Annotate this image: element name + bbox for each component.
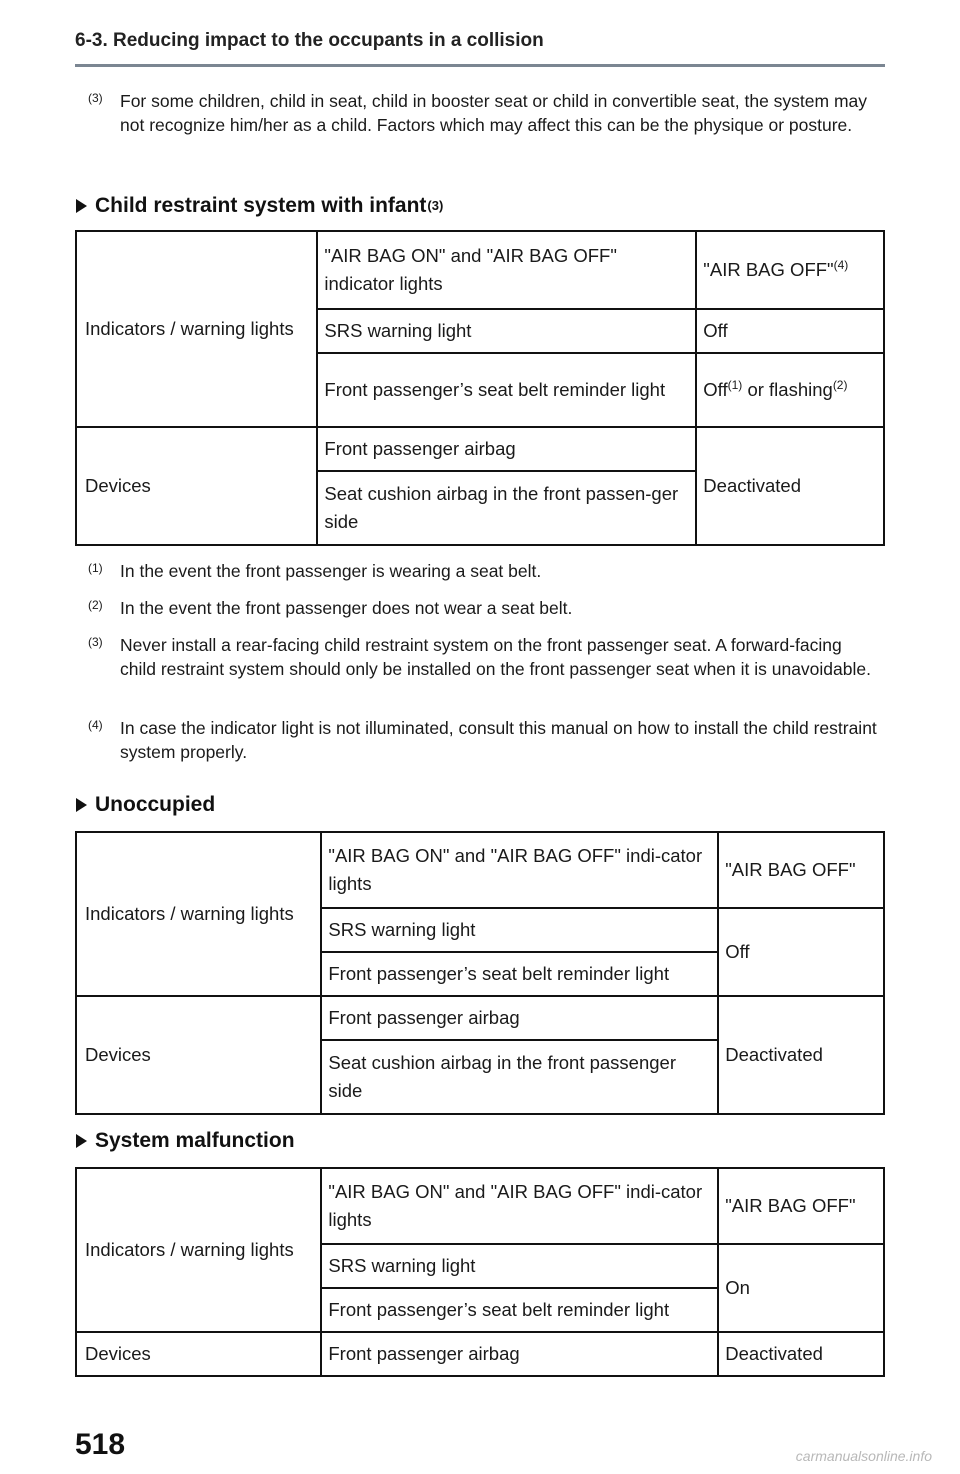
indicator-lights-value: "AIR BAG OFF" — [718, 1168, 884, 1244]
note-number: (3) — [88, 91, 103, 105]
footnote — [88, 596, 878, 620]
footnote-text: In case the indicator light is not illuminated, consult this manual on how to install the child restraint system properly. — [120, 718, 877, 762]
indicators-label: Indicators / warning lights — [76, 231, 317, 427]
section-title-text: Unoccupied — [95, 793, 216, 816]
srs-belt-value: Off — [718, 908, 884, 996]
footnote-text: In the event the front passenger does not wear a seat belt. — [120, 598, 573, 618]
footnote-number: (3) — [88, 635, 103, 649]
srs-belt-value: On — [718, 1244, 884, 1332]
indicator-lights-label: "AIR BAG ON" and "AIR BAG OFF" indi-cator lights — [321, 832, 718, 908]
note-text: For some children, child in seat, child in booster seat or child in convertible seat, the system may not recognize him/her as a child. Factors which may affect this can be the physique or posture. — [120, 91, 868, 135]
devices-label: Devices — [76, 1332, 321, 1376]
cushion-label: Seat cushion airbag in the front passenger side — [321, 1040, 718, 1114]
cushion-label: Seat cushion airbag in the front passen-ger side — [317, 471, 696, 545]
footnote-number: (2) — [88, 598, 103, 612]
footnote — [88, 716, 878, 764]
belt-value-flashing: or flashing — [742, 379, 833, 400]
devices-value: Deactivated — [718, 996, 884, 1114]
section-title-text: Child restraint system with infant — [95, 194, 427, 217]
footnote-text: Never install a rear-facing child restraint system on the front passenger seat. A forward-facing child restraint system should only be installed on the front passenger seat when it is unavoidable. — [120, 635, 871, 679]
indicators-label: Indicators / warning lights — [76, 832, 321, 996]
section-title-unoccupied — [76, 793, 215, 817]
header-rule — [75, 64, 885, 67]
triangle-bullet-icon — [76, 199, 87, 213]
indicator-lights-value-text: "AIR BAG OFF" — [703, 259, 834, 280]
srs-label: SRS warning light — [317, 309, 696, 353]
footnote — [88, 559, 878, 583]
devices-value: Deactivated — [696, 427, 884, 545]
unoccupied-table — [75, 831, 885, 1115]
airbag-label: Front passenger airbag — [321, 996, 718, 1040]
belt-value — [696, 353, 884, 427]
belt-value-off: Off — [703, 379, 728, 400]
section-title-infant: Child restraint system with infant (3) — [76, 194, 443, 218]
footnote — [88, 633, 878, 681]
srs-label: SRS warning light — [321, 1244, 718, 1288]
watermark: carmanualsonline.info — [795, 1448, 932, 1464]
footnote-number: (1) — [88, 561, 103, 575]
indicators-label: Indicators / warning lights — [76, 1168, 321, 1332]
section-title-malfunction — [76, 1129, 295, 1153]
indicator-lights-value: "AIR BAG OFF" — [718, 832, 884, 908]
indicator-lights-value — [696, 231, 884, 309]
triangle-bullet-icon — [76, 798, 87, 812]
footnote-ref: (4) — [833, 257, 849, 272]
srs-value: Off — [696, 309, 884, 353]
footnote-number: (4) — [88, 718, 103, 732]
airbag-label: Front passenger airbag — [317, 427, 696, 471]
footnote-text: In the event the front passenger is wearing a seat belt. — [120, 561, 542, 581]
srs-label: SRS warning light — [321, 908, 718, 952]
top-note — [88, 89, 878, 137]
devices-label: Devices — [76, 427, 317, 545]
section-title-text: System malfunction — [95, 1129, 295, 1152]
indicator-lights-label: "AIR BAG ON" and "AIR BAG OFF" indi-cator lights — [321, 1168, 718, 1244]
belt-label: Front passenger’s seat belt reminder light — [317, 353, 696, 427]
belt-label: Front passenger’s seat belt reminder light — [321, 1288, 718, 1332]
airbag-label: Front passenger airbag — [321, 1332, 718, 1376]
running-header: 6-3. Reducing impact to the occupants in a collision — [75, 30, 544, 51]
footnote-ref: (1) — [727, 377, 743, 392]
footnote-ref: (2) — [832, 377, 848, 392]
triangle-bullet-icon — [76, 1134, 87, 1148]
indicator-lights-label: "AIR BAG ON" and "AIR BAG OFF" indicator lights — [317, 231, 696, 309]
devices-label: Devices — [76, 996, 321, 1114]
page-number: 518 — [75, 1428, 126, 1461]
infant-table — [75, 230, 885, 546]
malfunction-table — [75, 1167, 885, 1377]
devices-value: Deactivated — [718, 1332, 884, 1376]
belt-label: Front passenger’s seat belt reminder light — [321, 952, 718, 996]
